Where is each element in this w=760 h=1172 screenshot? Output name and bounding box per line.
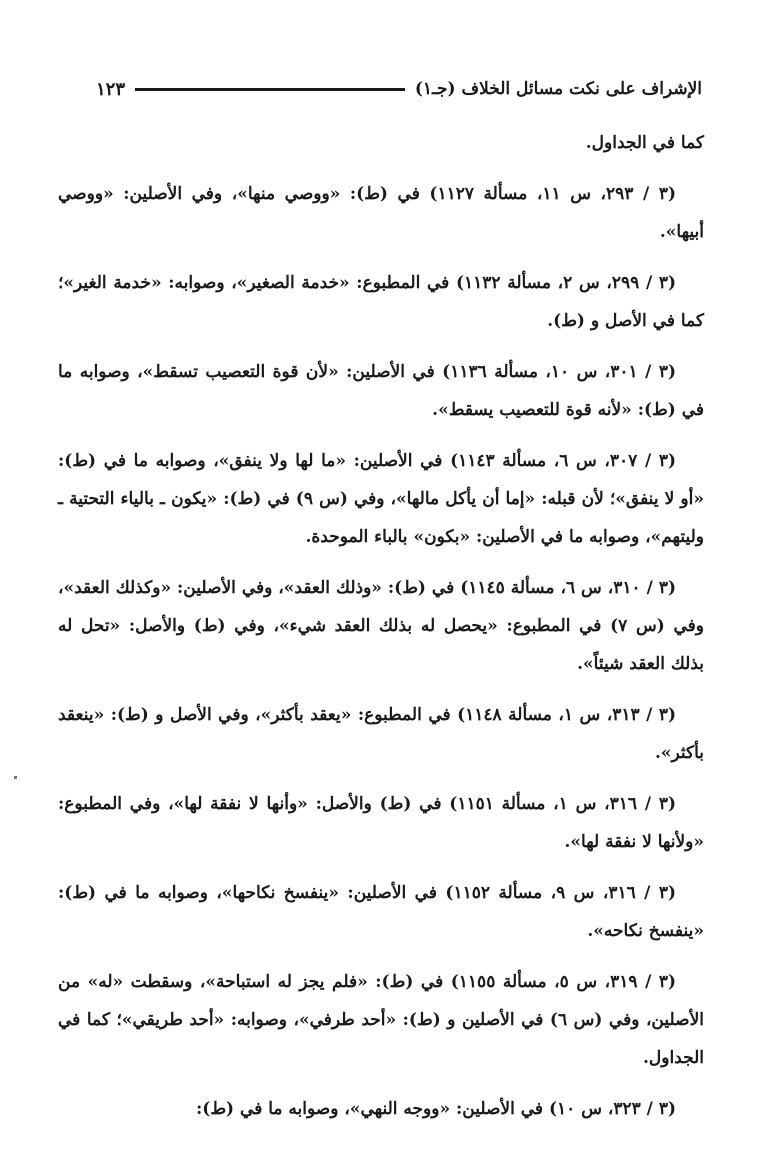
errata-entry: (٣ / ٣٠٧، س ٦، مسألة ١١٤٣) في الأصلين: «ما لها ولا ينفق»، وصوابه ما في (ط): «أو لا ينفق»؛ لأن قبله: «إما أن يأكل مالها»، وفي (س ٩) في (ط): «يكون ـ بالياء التحتية ـ وليتهم»، وصوابه ما في الأصلين: «بكون» بالباء الموحدة. bbox=[58, 451, 704, 547]
header-rule bbox=[135, 88, 405, 91]
errata-entry: (٣ / ٣٢٣، س ١٠) في الأصلين: «ووجه النهي»، وصوابه ما في (ط): bbox=[196, 1099, 676, 1119]
running-header bbox=[96, 74, 702, 104]
book-title: الإشراف على نكت مسائل الخلاف (جـ١) bbox=[414, 79, 702, 99]
errata-entry: (٣ / ٣١٣، س ١، مسألة ١١٤٨) في المطبوع: «يعقد بأكثر»، وفي الأصل و (ط): «ينعقد بأكثر». bbox=[58, 705, 704, 763]
errata-entry: (٣ / ٣١٠، س ٦، مسألة ١١٤٥) في (ط): «وذلك العقد»، وفي الأصلين: «وكذلك العقد»، وفي (س ٧) في المطبوع: «يحصل له بذلك العقد شيء»، وفي (ط) والأصل: «تحل له بذلك العقد شيئاً». bbox=[58, 578, 704, 674]
intro-line: كما في الجداول. bbox=[585, 133, 704, 153]
errata-entry: (٣ / ٣١٦، س ١، مسألة ١١٥١) في (ط) والأصل: «وأنها لا نفقة لها»، وفي المطبوع: «ولأنها لا نفقة لها». bbox=[58, 794, 704, 852]
errata-entry: (٣ / ٢٩٣، س ١١، مسألة ١١٢٧) في (ط): «ووصي منها»، وفي الأصلين: «ووصي أبيها». bbox=[58, 184, 704, 242]
page-body bbox=[58, 124, 704, 1128]
page-number: ١٢٣ bbox=[96, 78, 126, 100]
errata-entry: (٣ / ٣١٦، س ٩، مسألة ١١٥٢) في الأصلين: «ينفسخ نكاحها»، وصوابه ما في (ط): «ينفسخ نكاحه». bbox=[58, 883, 704, 941]
errata-entry: (٣ / ٣١٩، س ٥، مسألة ١١٥٥) في (ط): «فلم يجز له استباحة»، وسقطت «له» من الأصلين، وفي (س ٦) في الأصلين و (ط): «أحد طرفي»، وصوابه: «أحد طريقي»؛ كما في الجداول. bbox=[58, 972, 704, 1068]
scan-speck bbox=[14, 776, 17, 779]
errata-entry: (٣ / ٢٩٩، س ٢، مسألة ١١٣٢) في المطبوع: «خدمة الصغير»، وصوابه: «خدمة الغير»؛ كما في الأصل و (ط). bbox=[58, 273, 704, 331]
errata-entry: (٣ / ٣٠١، س ١٠، مسألة ١١٣٦) في الأصلين: «لأن قوة التعصيب تسقط»، وصوابه ما في (ط): «لأنه قوة للتعصيب يسقط». bbox=[58, 362, 704, 420]
